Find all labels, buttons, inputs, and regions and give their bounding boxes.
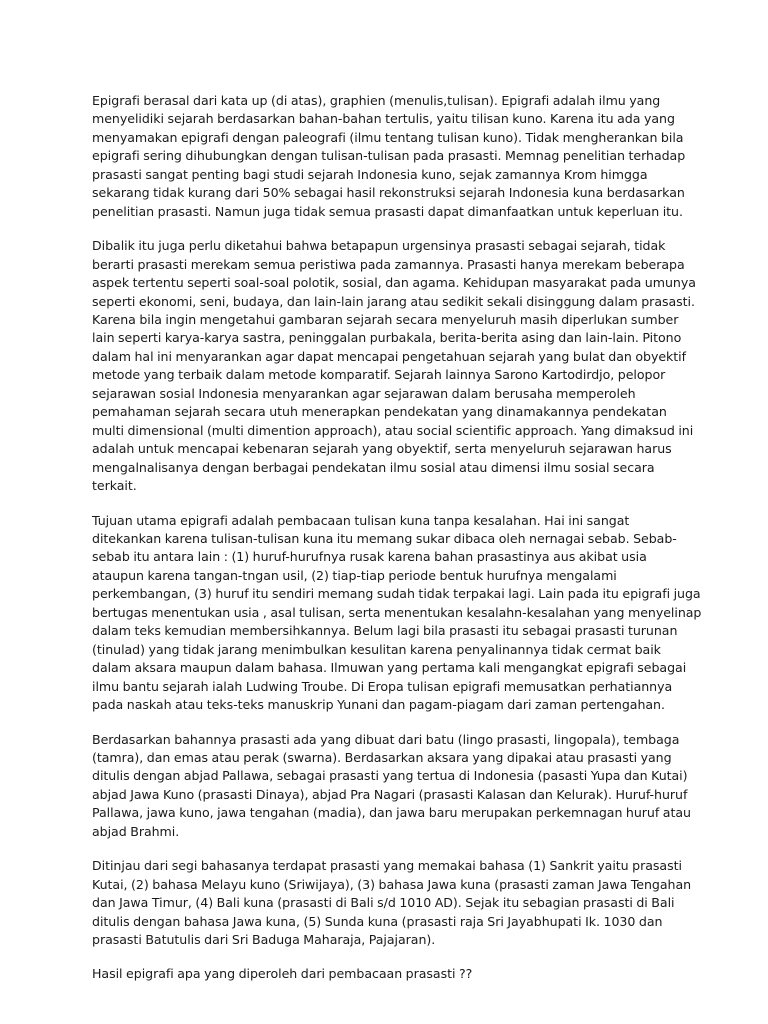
document-body	[92, 92, 702, 1000]
paragraph-definition: Epigrafi berasal dari kata up (di atas), graphien (menulis,tulisan). Epigrafi adalah ilmu yang menyelidiki sejarah berdasarkan bahan-bahan tertulis, yaitu tilisan kuno. Karena itu ada yang menyamakan epigrafi dengan paleografi (ilmu tentang tulisan kuno). Tidak mengherankan bila epigrafi sering dihubungkan dengan tulisan-tulisan pada prasasti. Memnag penelitian terhadap prasasti sangat penting bagi studi sejarah Indonesia kuno, sejak zamannya Krom himgga sekarang tidak kurang dari 50% sebagai hasil rekonstruksi sejarah Indonesia kuna berdasarkan penelitian prasasti. Namun juga tidak semua prasasti dapat dimanfaatkan untuk keperluan itu.	[92, 93, 686, 219]
paragraph-languages: Ditinjau dari segi bahasanya terdapat prasasti yang memakai bahasa (1) Sankrit yaitu prasasti Kutai, (2) bahasa Melayu kuno (Sriwijaya), (3) bahasa Jawa kuna (prasasti zaman Jawa Tengahan dan Jawa Timur, (4) Bali kuna (prasasti di Bali s/d 1010 AD). Sejak itu sebagian prasasti di Bali ditulis dengan bahasa Jawa kuna, (5) Sunda kuna (prasasti raja Sri Jayabhupati Ik. 1030 dan prasasti Batutulis dari Sri Baduga Maharaja, Pajajaran).	[92, 858, 692, 948]
paragraph-materials: Berdasarkan bahannya prasasti ada yang dibuat dari batu (lingo prasasti, lingopala), tembaga (tamra), dan emas atau perak (swarna). Berdasarkan aksara yang dipakai atau prasasti yang ditulis dengan abjad Pallawa, sebagai prasasti yang tertua di Indonesia (pasasti Yupa dan Kutai) abjad Jawa Kuno (prasasti Dinaya), abjad Pra Nagari (prasasti Kalasan dan Kelurak). Huruf-huruf Pallawa, jawa kuno, jawa tengahan (madia), dan jawa baru merupakan perkemnagan huruf atau abjad Brahmi.	[92, 731, 691, 839]
paragraph-question: Hasil epigrafi apa yang diperoleh dari pembacaan prasasti ??	[92, 966, 473, 982]
paragraph-purpose: Tujuan utama epigrafi adalah pembacaan tulisan kuna tanpa kesalahan. Hai ini sangat ditekankan karena tulisan-tulisan kuna itu memang sukar dibaca oleh nernagai sebab. Sebab-sebab itu antara lain : (1) huruf-hurufnya rusak karena bahan prasastinya aus akibat usia ataupun karena tangan-tngan usil, (2) tiap-tiap periode bentuk hurufnya mengalami perkembangan, (3) huruf itu sendiri memang sudah tidak terpakai lagi. Lain pada itu epigrafi juga bertugas menentukan usia , asal tulisan, serta menentukan kesalahn-kesalahan yang menyelinap dalam teks kemudian membersihkannya. Belum lagi bila prasasti itu sebagai prasasti turunan (tinulad) yang tidak jarang menimbulkan kesulitan karena penyalinannya tidak cermat baik dalam aksara maupun dalam bahasa. Ilmuwan yang pertama kali mengangkat epigrafi sebagai ilmu bantu sejarah ialah Ludwing Troube. Di Eropa tulisan epigrafi memusatkan perhatiannya pada naskah atau teks-teks manuskrip Yunani dan pagam-piagam dari zaman pertengahan.	[92, 512, 702, 713]
paragraph-limitations: Dibalik itu juga perlu diketahui bahwa betapapun urgensinya prasasti sebagai sejarah, tidak berarti prasasti merekam semua peristiwa pada zamannya. Prasasti hanya merekam beberapa aspek tertentu seperti soal-soal polotik, sosial, dan agama. Kehidupan masyarakat pada umunya seperti ekonomi, seni, budaya, dan lain-lain jarang atau sedikit sekali disinggung dalam prasasti. Karena bila ingin mengetahui gambaran sejarah secara menyeluruh masih diperlukan sumber lain seperti karya-karya sastra, peninggalan purbakala, berita-berita asing dan lain-lain. Pitono dalam hal ini menyarankan agar dapat mencapai pengetahuan sejarah yang bulat dan obyektif metode yang terbaik dalam metode komparatif. Sejarah lainnya Sarono Kartodirdjo, pelopor sejarawan sosial Indonesia menyarankan agar sejarawan dalam berusaha memperoleh pemahaman sejarah secara utuh menerapkan pendekatan yang dinamakannya pendekatan multi dimensional (multi dimention approach), atau social scientific approach. Yang dimaksud ini adalah untuk mencapai kebenaran sejarah yang obyektif, serta menyeluruh sejarawan harus mengalnalisanya dengan berbagai pendekatan ilmu sosial atau dimensi ilmu sosial secara terkait.	[92, 238, 696, 494]
